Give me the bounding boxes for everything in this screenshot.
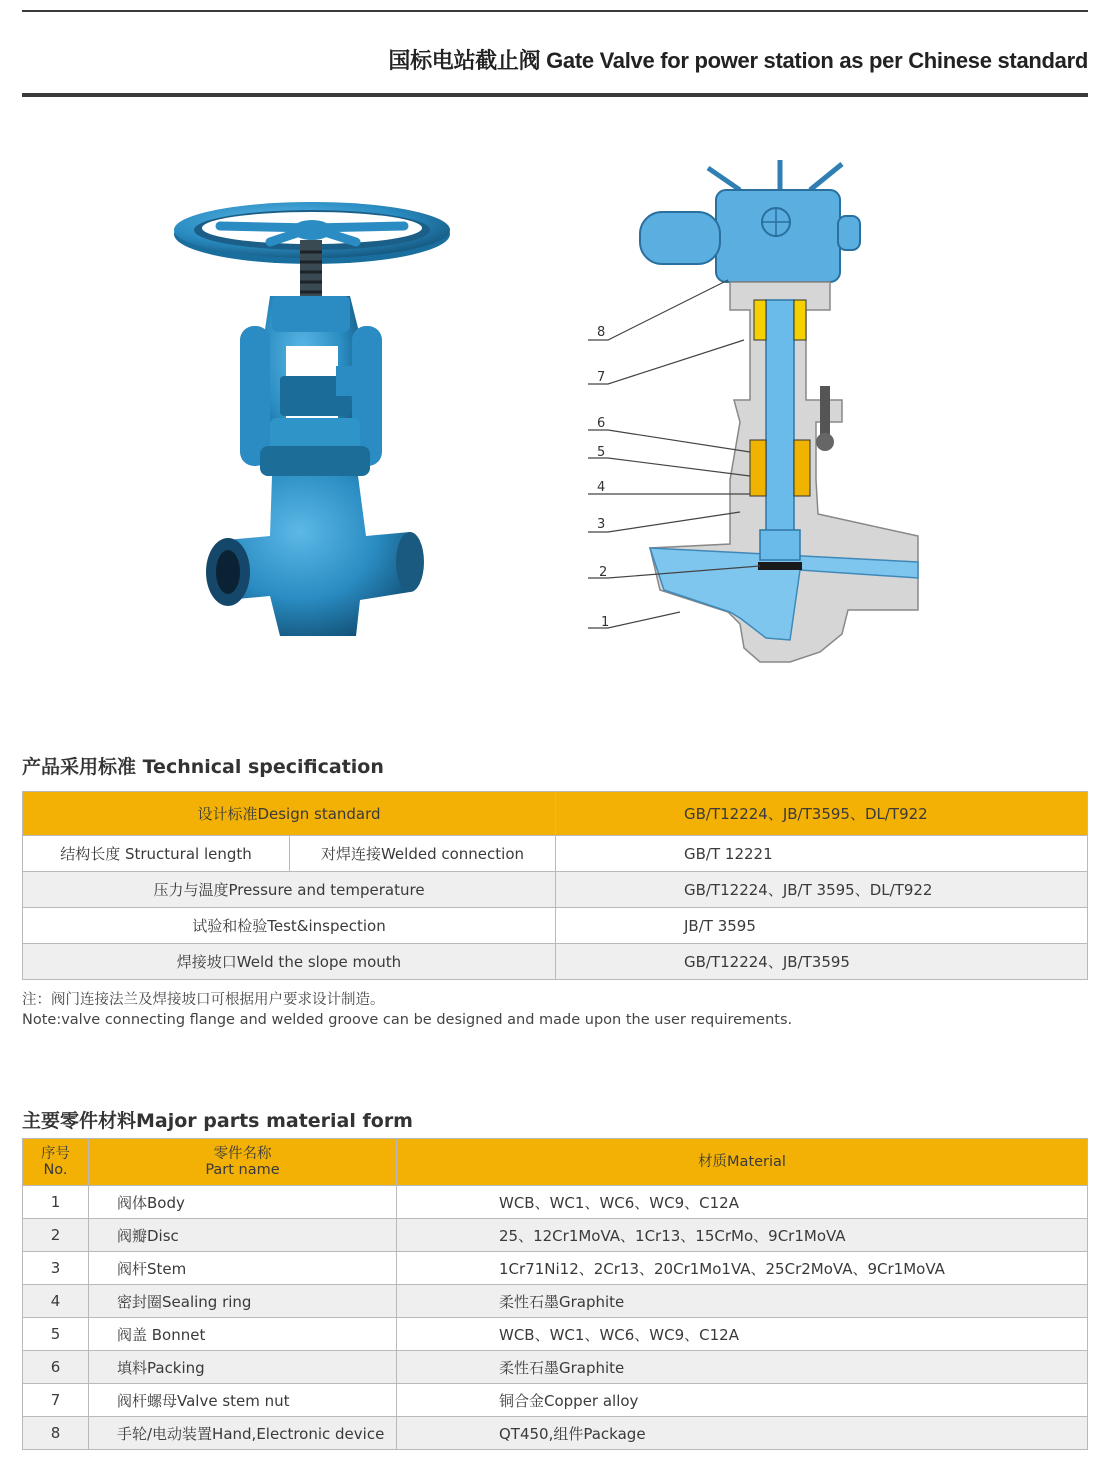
- spec-label: 压力与温度Pressure and temperature: [23, 872, 556, 908]
- col-no-en: No.: [43, 1162, 68, 1178]
- part-name: 阀杆螺母Valve stem nut: [89, 1384, 397, 1417]
- part-no: 3: [23, 1252, 89, 1285]
- part-material: WCB、WC1、WC6、WC9、C12A: [397, 1318, 1088, 1351]
- spec-row-pressure: [23, 872, 1088, 908]
- note: [22, 990, 792, 1030]
- part-material: 25、12Cr1MoVA、1Cr13、15CrMo、9Cr1MoVA: [397, 1219, 1088, 1252]
- part-no: 6: [23, 1351, 89, 1384]
- table-row: [23, 1318, 1088, 1351]
- spec-label: 结构长度 Structural length: [23, 836, 290, 872]
- part-material: QT450,组件Package: [397, 1417, 1088, 1450]
- spec-row-design: [23, 792, 1088, 836]
- note-en: Note:valve connecting flange and welded groove can be designed and made upon the user requirements.: [22, 1012, 793, 1028]
- note-cn: 注：阀门连接法兰及焊接坡口可根据用户要求设计制造。: [22, 992, 385, 1008]
- page-title: 国标电站截止阀 Gate Valve for power station as per Chinese standard: [388, 48, 1088, 73]
- table-row: [23, 1186, 1088, 1219]
- spec-value: JB/T 3595: [556, 908, 1088, 944]
- diagram-label-1: 1: [601, 615, 610, 630]
- col-name-header: [89, 1139, 397, 1186]
- spec-table: [22, 791, 1088, 980]
- part-no: 4: [23, 1285, 89, 1318]
- col-name-en: Part name: [205, 1162, 280, 1178]
- part-no: 8: [23, 1417, 89, 1450]
- part-no: 2: [23, 1219, 89, 1252]
- spec-value: GB/T 12221: [556, 836, 1088, 872]
- table-row: [23, 1285, 1088, 1318]
- spec-label: 试验和检验Test&inspection: [23, 908, 556, 944]
- spec-value: GB/T12224、JB/T3595、DL/T922: [556, 792, 1088, 836]
- spec-label: 焊接坡口Weld the slope mouth: [23, 944, 556, 980]
- parts-heading: 主要零件材料Major parts material form: [22, 1110, 413, 1132]
- diagram-label-4: 4: [597, 480, 606, 495]
- spec-sublabel: 对焊连接Welded connection: [290, 836, 556, 872]
- part-name: 手轮/电动装置Hand,Electronic device: [89, 1417, 397, 1450]
- part-name: 填料Packing: [89, 1351, 397, 1384]
- header-rule: [22, 93, 1088, 97]
- spec-heading: 产品采用标准 Technical specification: [22, 756, 384, 778]
- diagram-label-8: 8: [597, 325, 606, 340]
- table-row: [23, 1417, 1088, 1450]
- part-material: WCB、WC1、WC6、WC9、C12A: [397, 1186, 1088, 1219]
- table-row: [23, 1252, 1088, 1285]
- diagram-label-7: 7: [597, 370, 606, 385]
- spec-row-weld: [23, 944, 1088, 980]
- valve-section-drawing: [580, 150, 940, 680]
- part-no: 7: [23, 1384, 89, 1417]
- part-material: 1Cr71Ni12、2Cr13、20Cr1Mo1VA、25Cr2MoVA、9Cr1MoVA: [397, 1252, 1088, 1285]
- spec-label: 设计标准Design standard: [23, 792, 556, 836]
- diagram-label-3: 3: [597, 517, 606, 532]
- part-name: 阀盖 Bonnet: [89, 1318, 397, 1351]
- col-material-header: 材质Material: [397, 1139, 1088, 1186]
- part-name: 阀瓣Disc: [89, 1219, 397, 1252]
- spec-row-structural: [23, 836, 1088, 872]
- part-material: 柔性石墨Graphite: [397, 1351, 1088, 1384]
- table-row: [23, 1219, 1088, 1252]
- col-name-cn: 零件名称: [213, 1146, 272, 1162]
- diagram-label-6: 6: [597, 416, 606, 431]
- spec-value: GB/T12224、JB/T 3595、DL/T922: [556, 872, 1088, 908]
- parts-table: [22, 1138, 1088, 1450]
- part-no: 1: [23, 1186, 89, 1219]
- col-no-cn: 序号: [41, 1146, 70, 1162]
- parts-header-row: [23, 1139, 1088, 1186]
- table-row: [23, 1351, 1088, 1384]
- part-material: 柔性石墨Graphite: [397, 1285, 1088, 1318]
- part-material: 铜合金Copper alloy: [397, 1384, 1088, 1417]
- spec-value: GB/T12224、JB/T3595: [556, 944, 1088, 980]
- part-name: 阀杆Stem: [89, 1252, 397, 1285]
- spec-row-test: [23, 908, 1088, 944]
- part-no: 5: [23, 1318, 89, 1351]
- col-no-header: [23, 1139, 89, 1186]
- diagram-label-2: 2: [599, 565, 608, 580]
- valve-photo: [160, 196, 470, 646]
- diagram-label-5: 5: [597, 445, 606, 460]
- part-name: 密封圈Sealing ring: [89, 1285, 397, 1318]
- top-rule: [22, 10, 1088, 12]
- table-row: [23, 1384, 1088, 1417]
- part-name: 阀体Body: [89, 1186, 397, 1219]
